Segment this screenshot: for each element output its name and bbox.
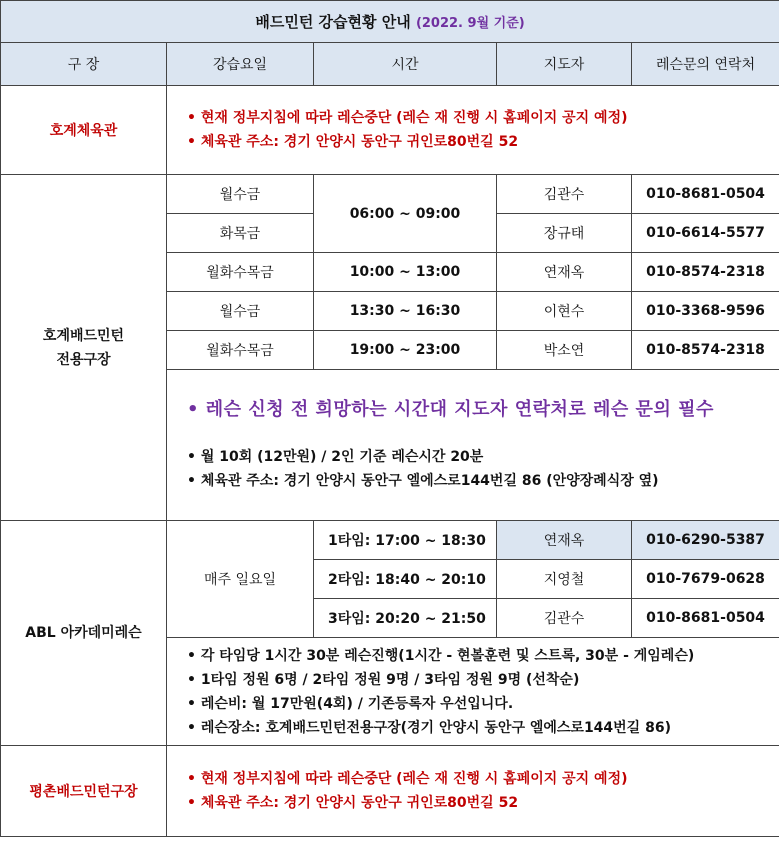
table-cell-time: 10:00 ~ 13:00 <box>314 253 497 292</box>
table-cell-time: 3타임: 20:20 ~ 21:50 <box>314 599 497 638</box>
venue1-notice <box>167 86 779 175</box>
table-cell-days: 화목금 <box>167 214 314 253</box>
venue-name-abl-academy: ABL 아카데미레슨 <box>1 521 167 746</box>
venue2-name-line1: 호계배드민턴 <box>42 327 125 344</box>
table-cell-phone: 010-8681-0504 <box>632 599 779 638</box>
table-cell-time: 06:00 ~ 09:00 <box>314 175 497 253</box>
table-cell-days: 월화수목금 <box>167 331 314 370</box>
table-cell-time: 2타임: 18:40 ~ 20:10 <box>314 560 497 599</box>
venue-name-pyeongchon: 평촌배드민턴구장 <box>1 746 167 837</box>
table-cell-coach: 김관수 <box>497 175 632 214</box>
venue4-notice <box>167 746 779 837</box>
venue-name-hogye-gym: 호계체육관 <box>1 86 167 175</box>
table-cell-phone: 010-3368-9596 <box>632 292 779 331</box>
table-cell-phone: 010-8681-0504 <box>632 175 779 214</box>
venue3-note: • 레슨비: 월 17만원(4회) / 기존등록자 우선입니다. <box>187 695 514 712</box>
venue-name-hogye-badminton <box>1 175 167 521</box>
table-cell-phone: 010-8574-2318 <box>632 253 779 292</box>
header-time: 시간 <box>314 43 497 86</box>
table-cell-coach: 김관수 <box>497 599 632 638</box>
venue3-note: • 1타임 정원 6명 / 2타임 정원 9명 / 3타임 정원 9명 (선착순) <box>187 671 580 688</box>
table-cell-coach: 박소연 <box>497 331 632 370</box>
venue3-note: • 레슨장소: 호계배드민턴전용구장(경기 안양시 동안구 엘에스로144번길 86) <box>187 719 671 736</box>
venue2-note: • 월 10회 (12만원) / 2인 기준 레슨시간 20분 <box>187 449 484 465</box>
title-date: (2022. 9월 기준) <box>415 16 525 31</box>
table-cell-coach: 이현수 <box>497 292 632 331</box>
table-cell-time: 1타임: 17:00 ~ 18:30 <box>314 521 497 560</box>
header-venue: 구 장 <box>1 43 167 86</box>
table-cell-phone: 010-7679-0628 <box>632 560 779 599</box>
page-title <box>1 1 779 43</box>
header-days: 강습요일 <box>167 43 314 86</box>
table-cell-time: 13:30 ~ 16:30 <box>314 292 497 331</box>
header-coach: 지도자 <box>497 43 632 86</box>
header-contact: 레슨문의 연락처 <box>632 43 779 86</box>
table-cell-coach: 연재옥 <box>497 253 632 292</box>
venue4-note: • 체육관 주소: 경기 안양시 동안구 귀인로80번길 52 <box>187 795 519 811</box>
table-cell-days: 매주 일요일 <box>167 521 314 638</box>
table-cell-phone: 010-6290-5387 <box>632 521 779 560</box>
table-cell-phone: 010-8574-2318 <box>632 331 779 370</box>
table-cell-phone: 010-6614-5577 <box>632 214 779 253</box>
title-text: 배드민턴 강습현황 안내 <box>255 13 411 31</box>
venue3-notice <box>167 638 779 746</box>
table-cell-days: 월수금 <box>167 175 314 214</box>
table-cell-coach: 장규태 <box>497 214 632 253</box>
table-cell-time: 19:00 ~ 23:00 <box>314 331 497 370</box>
venue2-notice <box>167 370 779 521</box>
table-cell-days: 월수금 <box>167 292 314 331</box>
table-cell-coach: 연재옥 <box>497 521 632 560</box>
table-cell-coach: 지영철 <box>497 560 632 599</box>
venue1-note: • 현재 정부지침에 따라 레슨중단 (레슨 재 진행 시 홈페이지 공지 예정) <box>187 110 628 126</box>
venue2-note: • 체육관 주소: 경기 안양시 동안구 엘에스로144번길 86 (안양장례식장 옆) <box>187 473 659 489</box>
venue2-notice-main: • 레슨 신청 전 희망하는 시간대 지도자 연락처로 레슨 문의 필수 <box>187 399 714 420</box>
venue1-note: • 체육관 주소: 경기 안양시 동안구 귀인로80번길 52 <box>187 134 519 150</box>
venue2-name-line2: 전용구장 <box>56 351 111 368</box>
venue4-note: • 현재 정부지침에 따라 레슨중단 (레슨 재 진행 시 홈페이지 공지 예정) <box>187 771 628 787</box>
venue3-note: • 각 타임당 1시간 30분 레슨진행(1시간 - 현볼훈련 및 스트록, 30분 - 게임레슨) <box>187 647 695 664</box>
table-cell-days: 월화수목금 <box>167 253 314 292</box>
